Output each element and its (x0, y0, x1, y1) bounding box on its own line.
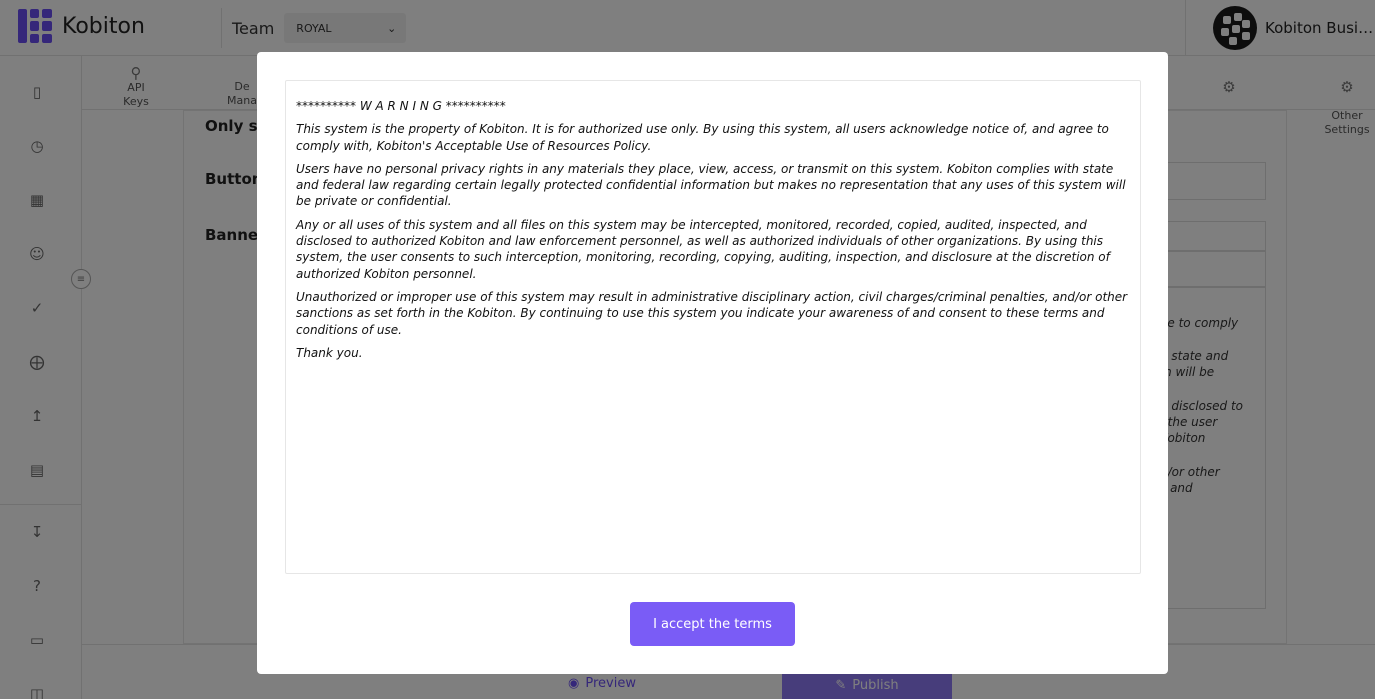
accept-terms-button[interactable]: I accept the terms (630, 602, 795, 646)
terms-paragraph: This system is the property of Kobiton. It is for authorized use only. By using this system, all users acknowledge notice of, and agree to comply with, Kobiton's Acceptable Use of Resources Policy. (296, 122, 1109, 153)
terms-paragraph: Unauthorized or improper use of this system may result in administrative disciplinary action, civil charges/criminal penalties, and/or other sanctions as set forth in the Kobiton. By continuing to use this system you indicate your awareness of and consent to these terms and conditions of use. (296, 289, 1128, 337)
terms-closing: Thank you. (296, 345, 363, 360)
terms-paragraph: Users have no personal privacy rights in any materials they place, view, access, or transmit on this system. Kobiton complies with state and federal law regarding certain legally protected confidential information but makes no representation that any uses of this system will be private or confidential. (296, 161, 1126, 209)
terms-text-box[interactable] (285, 80, 1141, 574)
warning-heading: ********** W A R N I N G ********** (296, 99, 506, 113)
terms-paragraph: Any or all uses of this system and all files on this system may be intercepted, monitored, recorded, copied, audited, inspected, and disclosed to authorized Kobiton and law enforcement personnel, as well as authorized individuals of other organizations. By using this system, the user consents to such interception, monitoring, recording, copying, auditing, inspection, and disclosure at the discretion of authorized Kobiton personnel. (296, 217, 1110, 281)
terms-modal (257, 52, 1168, 674)
